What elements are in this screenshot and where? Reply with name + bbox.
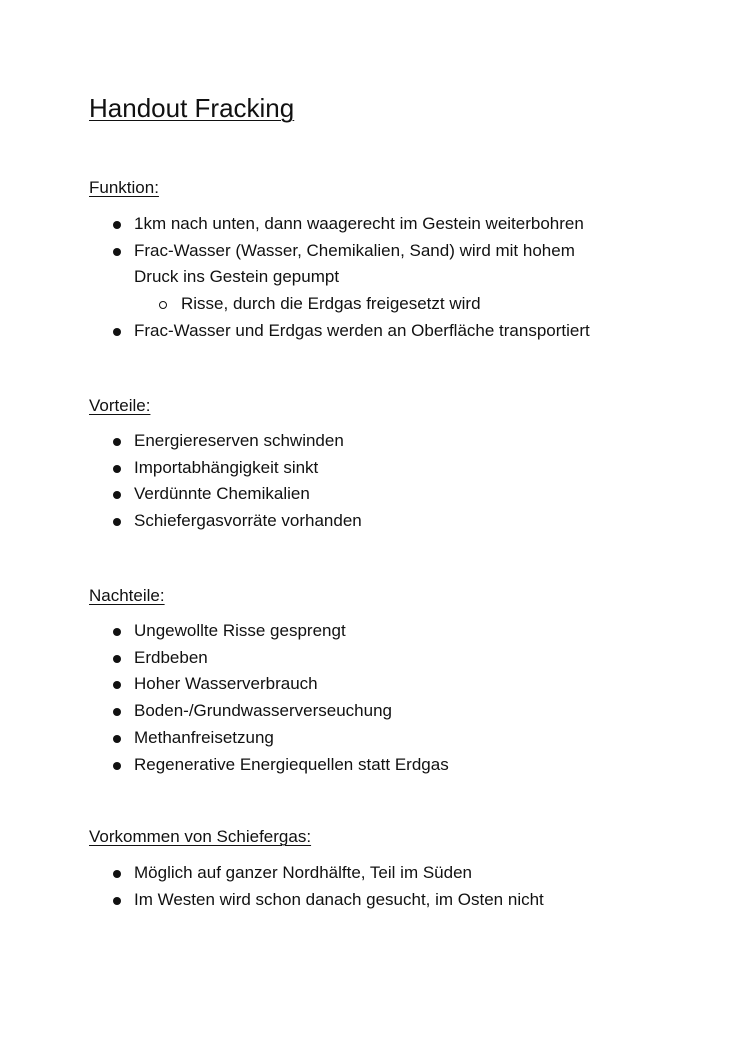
list-item-text: Möglich auf ganzer Nordhälfte, Teil im Süden [134,863,472,882]
list-item-text: Verdünnte Chemikalien [134,484,310,504]
section-heading-vorteile: Vorteile: [89,396,151,415]
sub-list-item-text: Risse, durch die Erdgas freigesetzt wird [181,294,481,314]
section-heading-nachteile: Nachteile: [89,586,165,605]
list-item-text: Erdbeben [134,647,208,667]
list-item-text: 1km nach unten, dann waagerecht im Gestein weiterbohren [134,214,584,233]
list-item-text: Regenerative Energiequellen statt Erdgas [134,754,449,774]
bullet-icon [113,221,121,229]
bullet-icon [113,518,121,526]
list-item-text: Hoher Wasserverbrauch [134,674,318,694]
section-heading-vorkommen: Vorkommen von Schiefergas: [89,827,312,846]
bullet-icon [113,438,121,446]
bullet-icon [113,248,121,256]
list-item-text: Importabhängigkeit sinkt [134,457,319,477]
sub-list-item [134,291,750,318]
list-item [0,428,750,455]
bullet-icon [113,681,121,689]
list-item [0,698,750,725]
list-item [0,752,750,779]
list-item-text: Energiereserven schwinden [134,431,344,450]
list-item [0,725,750,752]
list-item [0,211,750,238]
bullet-icon [113,328,121,336]
bullet-icon [113,708,121,716]
list-item-text: Frac-Wasser (Wasser, Chemikalien, Sand) wird mit hohem Druck ins Gestein gepumpt [134,240,575,287]
list-item-text: Schiefergasvorräte vorhanden [134,511,362,531]
list-nachteile [0,618,750,778]
list-item [0,318,750,345]
sub-list-funktion [134,291,750,318]
list-vorkommen [0,860,750,913]
list-item-text: Ungewollte Risse gesprengt [134,621,346,640]
list-item [0,618,750,645]
list-item [0,645,750,672]
circle-bullet-icon [159,301,167,309]
bullet-icon [113,465,121,473]
list-item-text: Methanfreisetzung [134,727,274,747]
list-item-text: Im Westen wird schon danach gesucht, im Osten nicht [134,889,544,909]
bullet-icon [113,762,121,770]
bullet-icon [113,655,121,663]
page-title: Handout Fracking [89,93,295,123]
section-heading-funktion: Funktion: [89,178,159,197]
list-item [0,481,750,508]
bullet-icon [113,870,121,878]
list-funktion [0,211,750,345]
list-item [0,238,750,318]
list-vorteile [0,428,750,535]
list-item-text: Boden-/Grundwasserverseuchung [134,701,392,721]
bullet-icon [113,628,121,636]
list-item-text: Frac-Wasser und Erdgas werden an Oberfläche transportiert [134,320,590,340]
list-item [0,508,750,535]
bullet-icon [113,735,121,743]
list-item [0,887,750,914]
bullet-icon [113,491,121,499]
list-item [0,860,750,887]
list-item [0,671,750,698]
bullet-icon [113,897,121,905]
list-item [0,455,750,482]
